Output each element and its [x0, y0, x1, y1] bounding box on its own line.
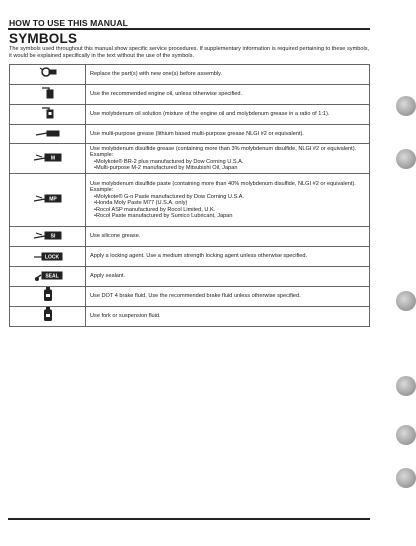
icon-badge-text: SEAL: [44, 273, 59, 280]
description-line: Example:: [90, 152, 114, 159]
section-tab[interactable]: [396, 468, 416, 488]
brake-fluid-icon: [43, 287, 53, 306]
section-title: SYMBOLS: [9, 31, 78, 46]
symbol-row: [10, 267, 370, 287]
example-bullet: • Rocol ASP manufactured by Rocol Limited, U.K.: [90, 207, 366, 214]
symbol-row: [10, 85, 370, 105]
description-line: Use molybdenum disulfide paste (containing more than 40% molybdenum disulfide, NLGI #2 or equivalent).: [90, 180, 356, 187]
symbol-row: [10, 105, 370, 125]
symbol-description: [86, 174, 370, 227]
symbol-description: [86, 125, 370, 144]
symbol-icon-cell: [10, 65, 86, 85]
symbol-row: [10, 247, 370, 267]
header-rule: [8, 28, 370, 30]
description-line: Use multi-purpose grease (lithium based multi-purpose grease NLGI #2 or equivalent).: [90, 130, 304, 137]
locking-agent-icon: [33, 248, 63, 266]
section-tab[interactable]: [396, 376, 416, 396]
sealant-icon: [33, 268, 63, 286]
icon-badge-text: SI: [50, 233, 55, 240]
symbol-row: [10, 144, 370, 174]
icon-badge-text: M: [50, 155, 55, 162]
description-line: Use the recommended engine oil, unless otherwise specified.: [90, 91, 243, 98]
symbol-description: [86, 247, 370, 267]
header-title: HOW TO USE THIS MANUAL: [9, 18, 129, 28]
section-tab[interactable]: [396, 149, 416, 169]
symbol-icon-cell: [10, 227, 86, 247]
section-tab[interactable]: [396, 96, 416, 116]
icon-badge-text: LOCK: [44, 254, 59, 261]
symbol-icon-cell: [10, 105, 86, 125]
engine-oil-icon: [41, 85, 55, 104]
description-line: Use silicone grease.: [90, 233, 141, 240]
moly-paste-icon: [33, 191, 63, 209]
icon-badge-text: MP: [48, 196, 57, 203]
description-line: Use molybdenum oil solution (mixture of the engine oil and molybdenum grease in a ratio of 1:1).: [90, 111, 330, 118]
description-line: Use fork or suspension fluid.: [90, 313, 161, 320]
symbol-icon-cell: [10, 85, 86, 105]
symbol-icon-cell: [10, 267, 86, 287]
symbol-row: [10, 174, 370, 227]
symbol-row: [10, 287, 370, 307]
symbol-icon-cell: [10, 144, 86, 174]
example-bullet: • Molykote® G-n Paste manufactured by Dow Corning U.S.A.: [90, 194, 366, 201]
symbol-row: [10, 307, 370, 327]
description-line: Use DOT 4 brake fluid. Use the recommended brake fluid unless otherwise specified.: [90, 293, 301, 300]
symbol-icon-cell: [10, 287, 86, 307]
symbols-table: [9, 64, 370, 327]
molybdenum-oil-icon: [41, 105, 55, 124]
fork-fluid-icon: [43, 307, 53, 326]
symbol-row: [10, 227, 370, 247]
symbol-description: [86, 85, 370, 105]
example-bullet: • Honda Moly Paste M77 (U.S.A. only): [90, 200, 366, 207]
section-tab[interactable]: [396, 425, 416, 445]
symbol-description: [86, 65, 370, 85]
symbol-icon-cell: [10, 125, 86, 144]
description-line: Replace the part(s) with new one(s) before assembly.: [90, 71, 223, 78]
example-bullet: • Multi-purpose M-2 manufactured by Mitsubishi Oil, Japan: [90, 165, 366, 172]
symbol-icon-cell: [10, 247, 86, 267]
symbol-description: [86, 227, 370, 247]
symbol-description: [86, 144, 370, 174]
example-bullet: • Rocol Paste manufactured by Sumico Lubricant, Japan: [90, 213, 366, 220]
symbol-row: [10, 125, 370, 144]
description-line: Use molybdenum disulfide grease (containing more than 3% molybdenum disulfide, NLGI #2 or equivalent).: [90, 145, 357, 152]
symbol-description: [86, 287, 370, 307]
section-tab[interactable]: [396, 291, 416, 311]
example-bullet: • Molykote® BR-2 plus manufactured by Dow Corning U.S.A.: [90, 159, 366, 166]
silicone-grease-icon: [33, 228, 63, 246]
moly-grease-icon: [33, 150, 63, 168]
description-line: Apply a locking agent. Use a medium strength locking agent unless otherwise specified.: [90, 253, 308, 260]
symbol-description: [86, 105, 370, 125]
footer-rule: [8, 518, 370, 520]
intro-text: The symbols used throughout this manual show specific service procedures. If supplementary information is required pertaining to these symbols, it would be explained specifically in the text without the use of the symbols.: [9, 46, 370, 59]
symbol-icon-cell: [10, 174, 86, 227]
symbol-row: [10, 65, 370, 85]
multi-purpose-grease-icon: [35, 125, 61, 143]
symbol-icon-cell: [10, 307, 86, 327]
replace-parts-icon: [38, 65, 58, 83]
description-line: Apply sealant.: [90, 273, 126, 280]
symbol-description: [86, 267, 370, 287]
description-line: Example:: [90, 187, 114, 194]
symbol-description: [86, 307, 370, 327]
